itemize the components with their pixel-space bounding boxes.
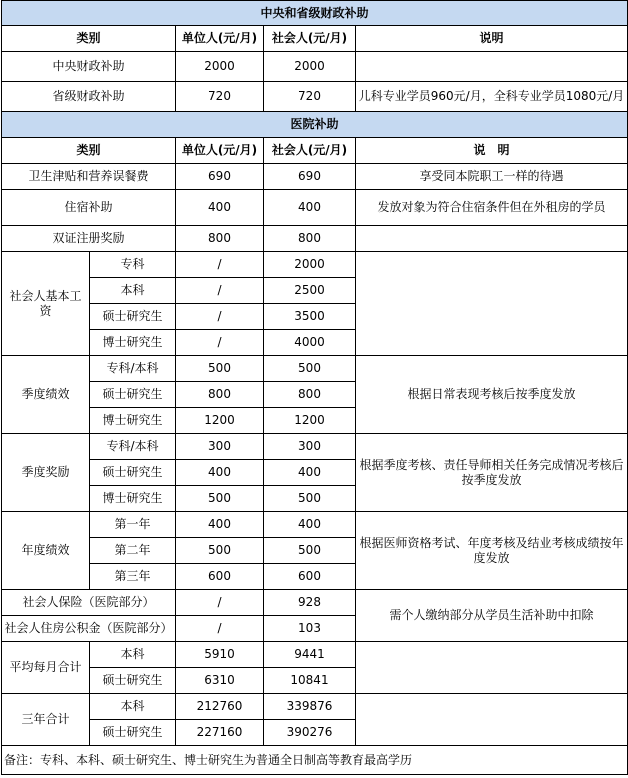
row-social-value: 400 [264, 190, 356, 226]
row-category: 住宿补助 [2, 190, 176, 226]
header-unit-person: 单位人(元/月) [176, 26, 264, 52]
subsidy-table [1, 0, 628, 775]
sub-category: 专科/本科 [90, 356, 176, 382]
group-note-empty [356, 694, 628, 746]
group-label-quarter-award: 季度奖励 [2, 434, 90, 512]
sub-category: 博士研究生 [90, 330, 176, 356]
row-unit-value: 1200 [176, 408, 264, 434]
row-unit-value: 500 [176, 486, 264, 512]
row-note: 儿科专业学员960元/月，全科专业学员1080元/月 [356, 82, 628, 112]
row-social-value: 4000 [264, 330, 356, 356]
row-unit-value: 300 [176, 434, 264, 460]
sub-category: 专科/本科 [90, 434, 176, 460]
row-note [356, 226, 628, 252]
row-social-value: 9441 [264, 642, 356, 668]
row-unit-value: / [176, 590, 264, 616]
sub-category: 专科 [90, 252, 176, 278]
row-unit-value: / [176, 304, 264, 330]
footnote: 备注：专科、本科、硕士研究生、博士研究生为普通全日制高等教育最高学历 [2, 746, 628, 775]
group-note: 根据季度考核、责任导师相关任务完成情况考核后按季度发放 [356, 434, 628, 512]
row-social-value: 300 [264, 434, 356, 460]
row-social-value: 500 [264, 486, 356, 512]
row-social-value: 3500 [264, 304, 356, 330]
row-unit-value: 800 [176, 382, 264, 408]
row-social-value: 500 [264, 356, 356, 382]
header-category: 类别 [2, 138, 176, 164]
row-note: 享受同本院职工一样的待遇 [356, 164, 628, 190]
row-unit-value: / [176, 616, 264, 642]
row-unit-value: / [176, 278, 264, 304]
section-title-hospital: 医院补助 [2, 112, 628, 138]
row-category: 卫生津贴和营养误餐费 [2, 164, 176, 190]
row-category: 社会人住房公积金（医院部分） [2, 616, 176, 642]
sub-category: 硕士研究生 [90, 382, 176, 408]
header-category: 类别 [2, 26, 176, 52]
header-description: 说明 [356, 26, 628, 52]
group-label-three-year-total: 三年合计 [2, 694, 90, 746]
row-unit-value: 6310 [176, 668, 264, 694]
row-unit-value: 212760 [176, 694, 264, 720]
row-social-value: 600 [264, 564, 356, 590]
row-unit-value: 2000 [176, 52, 264, 82]
row-social-value: 720 [264, 82, 356, 112]
sub-category: 硕士研究生 [90, 304, 176, 330]
row-category: 社会人保险（医院部分） [2, 590, 176, 616]
group-label-base-salary: 社会人基本工资 [2, 252, 90, 356]
row-unit-value: 800 [176, 226, 264, 252]
row-unit-value: 600 [176, 564, 264, 590]
row-social-value: 2500 [264, 278, 356, 304]
group-note-empty [356, 642, 628, 694]
header-social-person: 社会人(元/月) [264, 138, 356, 164]
group-note: 需个人缴纳部分从学员生活补助中扣除 [356, 590, 628, 642]
sub-category: 第二年 [90, 538, 176, 564]
header-description: 说 明 [356, 138, 628, 164]
row-category: 双证注册奖励 [2, 226, 176, 252]
row-unit-value: 400 [176, 512, 264, 538]
row-social-value: 10841 [264, 668, 356, 694]
row-unit-value: 690 [176, 164, 264, 190]
sub-category: 本科 [90, 642, 176, 668]
sub-category: 博士研究生 [90, 408, 176, 434]
group-note: 根据医师资格考试、年度考核及结业考核成绩按年度发放 [356, 512, 628, 590]
row-social-value: 400 [264, 460, 356, 486]
sub-category: 博士研究生 [90, 486, 176, 512]
sub-category: 第一年 [90, 512, 176, 538]
sub-category: 本科 [90, 694, 176, 720]
row-unit-value: / [176, 330, 264, 356]
row-unit-value: 400 [176, 190, 264, 226]
row-social-value: 390276 [264, 720, 356, 746]
row-unit-value: 400 [176, 460, 264, 486]
row-social-value: 2000 [264, 52, 356, 82]
section-title-central-provincial: 中央和省级财政补助 [2, 1, 628, 26]
row-social-value: 339876 [264, 694, 356, 720]
header-unit-person: 单位人(元/月) [176, 138, 264, 164]
group-note: 根据日常表现考核后按季度发放 [356, 356, 628, 434]
row-social-value: 1200 [264, 408, 356, 434]
header-social-person: 社会人(元/月) [264, 26, 356, 52]
row-social-value: 690 [264, 164, 356, 190]
sub-category: 硕士研究生 [90, 720, 176, 746]
sub-category: 硕士研究生 [90, 460, 176, 486]
row-unit-value: / [176, 252, 264, 278]
group-label-annual-performance: 年度绩效 [2, 512, 90, 590]
row-unit-value: 227160 [176, 720, 264, 746]
row-unit-value: 720 [176, 82, 264, 112]
row-note: 发放对象为符合住宿条件但在外租房的学员 [356, 190, 628, 226]
group-note-empty [356, 252, 628, 356]
row-note [356, 52, 628, 82]
row-category: 省级财政补助 [2, 82, 176, 112]
row-unit-value: 500 [176, 538, 264, 564]
row-unit-value: 5910 [176, 642, 264, 668]
row-social-value: 400 [264, 512, 356, 538]
group-label-quarter-performance: 季度绩效 [2, 356, 90, 434]
sub-category: 第三年 [90, 564, 176, 590]
sub-category: 本科 [90, 278, 176, 304]
group-label-monthly-total: 平均每月合计 [2, 642, 90, 694]
row-social-value: 800 [264, 226, 356, 252]
sub-category: 硕士研究生 [90, 668, 176, 694]
row-unit-value: 500 [176, 356, 264, 382]
row-category: 中央财政补助 [2, 52, 176, 82]
row-social-value: 103 [264, 616, 356, 642]
row-social-value: 928 [264, 590, 356, 616]
row-social-value: 500 [264, 538, 356, 564]
row-social-value: 2000 [264, 252, 356, 278]
row-social-value: 800 [264, 382, 356, 408]
